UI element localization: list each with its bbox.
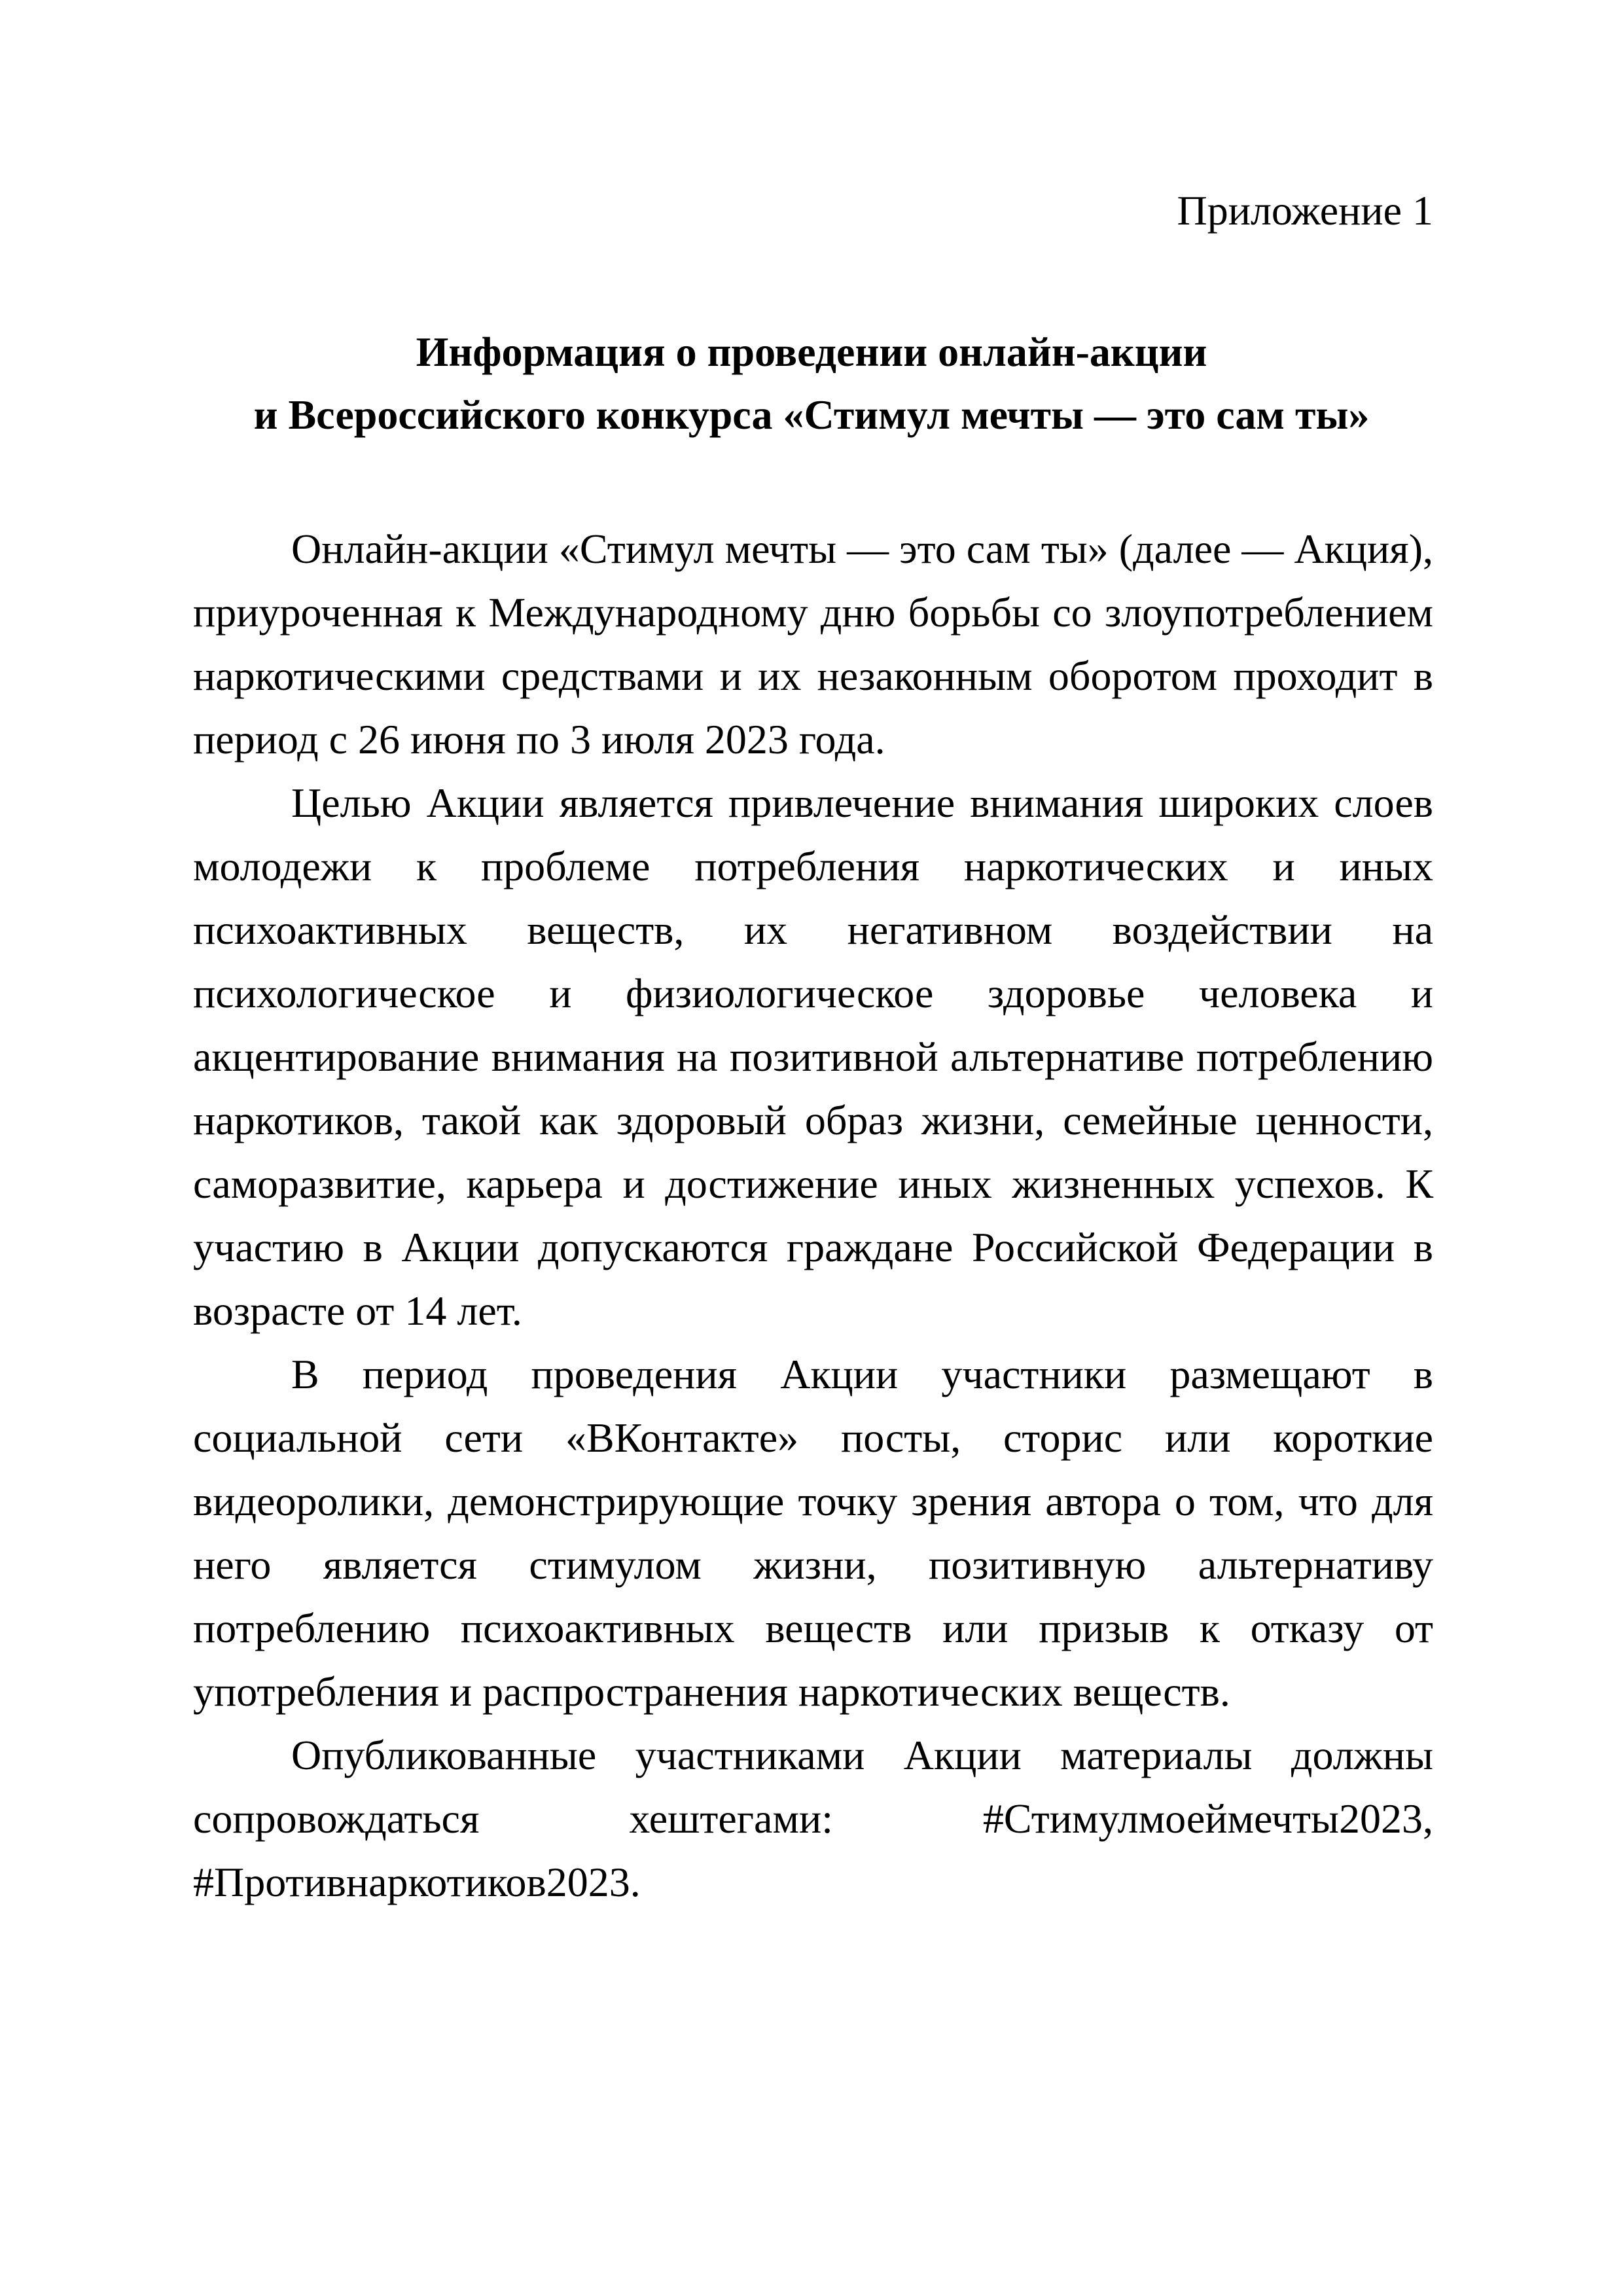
paragraph-dates: Онлайн-акции «Стимул мечты — это сам ты» (далее — Акция), приуроченная к Международному дню борьбы со злоупотреблением наркотическими средствами и их незаконным оборотом проходит в период с 26 июня по 3 июля 2023 года. <box>193 526 1433 762</box>
paragraph-participation: В период проведения Акции участники размещают в социальной сети «ВКонтакте» посты, сторис или короткие видеоролики, демонстрирующие точку зрения автора о том, что для него является стимулом жизни, позитивную альтернативу потреблению психоактивных веществ или призыв к отказу от употребления и распространения наркотических веществ. <box>193 1351 1433 1715</box>
document-title <box>190 321 1433 446</box>
title-line-2: и Всероссийского конкурса «Стимул мечты — это сам ты» <box>253 391 1370 438</box>
paragraph-hashtags: Опубликованные участниками Акции материалы должны сопровождаться хештегами: #Стимулмоеймечты2023, #Противнаркотиков2023. <box>193 1732 1433 1905</box>
title-line-1: Информация о проведении онлайн-акции <box>416 329 1207 375</box>
paragraph-goal: Целью Акции является привлечение внимания широких слоев молодежи к проблеме потребления наркотических и иных психоактивных веществ, их негативном воздействии на психологическое и физиологическое здоровье человека и акцентирование внимания на позитивной альтернативе потреблению наркотиков, такой как здоровый образ жизни, семейные ценности, саморазвитие, карьера и достижение иных жизненных успехов. К участию в Акции допускаются граждане Российской Федерации в возрасте от 14 лет. <box>193 780 1433 1334</box>
document-body <box>193 517 1433 1914</box>
appendix-label: Приложение 1 <box>1177 187 1433 234</box>
